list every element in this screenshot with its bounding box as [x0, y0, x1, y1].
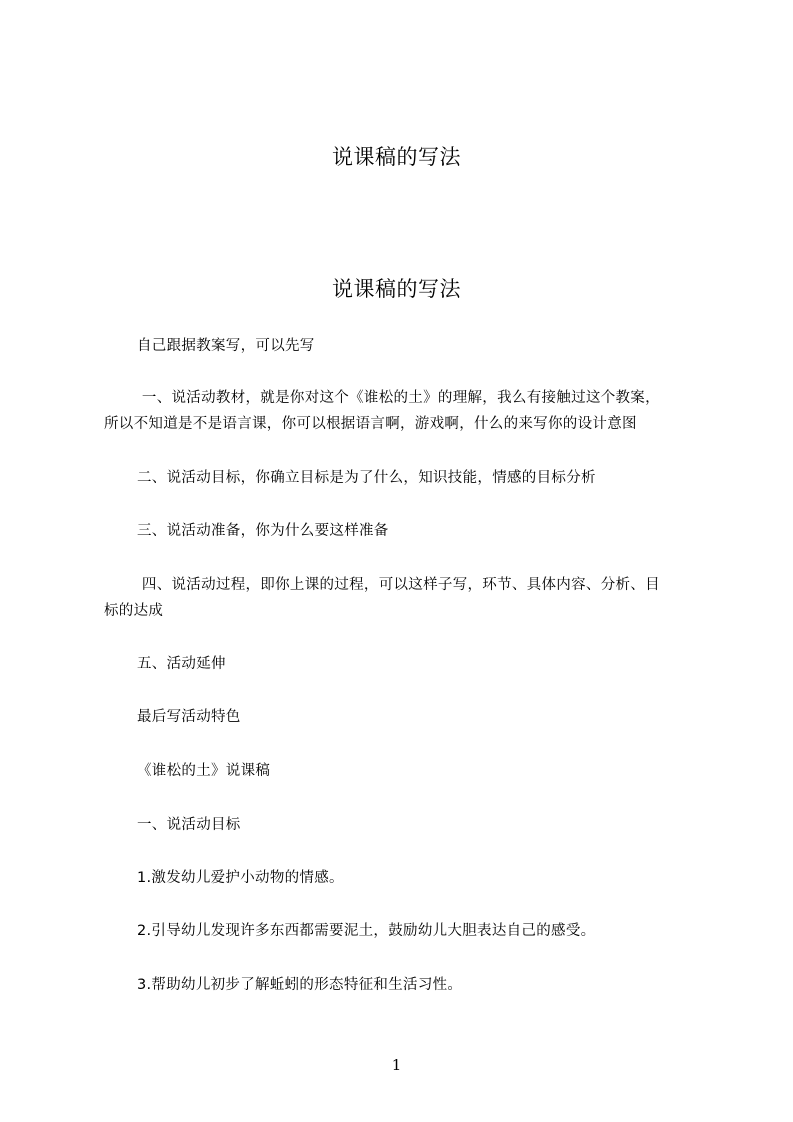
paragraph-features [104, 704, 704, 730]
paragraph-objective-2 [104, 918, 704, 944]
paragraph-line: 一、说活动目标 [137, 817, 241, 833]
paragraph-line-text: 四、说活动过程，即你上课的过程，可以这样子写，环节、具体内容、分析、目 [137, 577, 660, 593]
paragraph-line: 《谁松的土》说课稿 [137, 763, 271, 779]
document-main-title: 说课稿的写法 [332, 277, 461, 301]
paragraph-line: 二、说活动目标，你确立目标是为了什么，知识技能，情感的目标分析 [137, 470, 596, 486]
paragraph-line: 3.帮助幼儿初步了解蚯蚓的形态特征和生活习性。 [137, 977, 463, 993]
paragraph-line: 五、活动延伸 [137, 656, 226, 672]
paragraph-objectives-heading [104, 812, 704, 838]
paragraph-section-two [104, 465, 704, 491]
paragraph-section-four [104, 572, 704, 624]
paragraph-line: 三、说活动准备，你为什么要这样准备 [137, 523, 389, 539]
paragraph-line-1 [104, 385, 704, 411]
paragraph-objective-1 [104, 865, 704, 891]
paragraph-line-2: 所以不知道是不是语言课，你可以根据语言啊，游戏啊，什么的来写你的设计意图 [104, 416, 637, 432]
paragraph-intro [104, 333, 704, 359]
paragraph-line-1 [104, 572, 704, 598]
page-number: 1 [391, 1056, 402, 1074]
paragraph-line-2: 标的达成 [104, 603, 164, 619]
paragraph-line: 最后写活动特色 [137, 709, 241, 725]
paragraph-line: 自己跟据教案写，可以先写 [137, 338, 315, 354]
paragraph-line: 2.引导幼儿发现许多东西都需要泥土，鼓励幼儿大胆表达自己的感受。 [137, 923, 596, 939]
paragraph-lesson-title [104, 758, 704, 784]
paragraph-section-three [104, 518, 704, 544]
paragraph-line-text: 一、说活动教材，就是你对这个《谁松的土》的理解，我么有接触过这个教案， [137, 390, 660, 406]
document-header-title: 说课稿的写法 [332, 145, 461, 169]
paragraph-line: 1.激发幼儿爱护小动物的情感。 [137, 870, 344, 886]
paragraph-objective-3 [104, 972, 704, 998]
paragraph-section-one [104, 385, 704, 437]
paragraph-section-five [104, 651, 704, 677]
